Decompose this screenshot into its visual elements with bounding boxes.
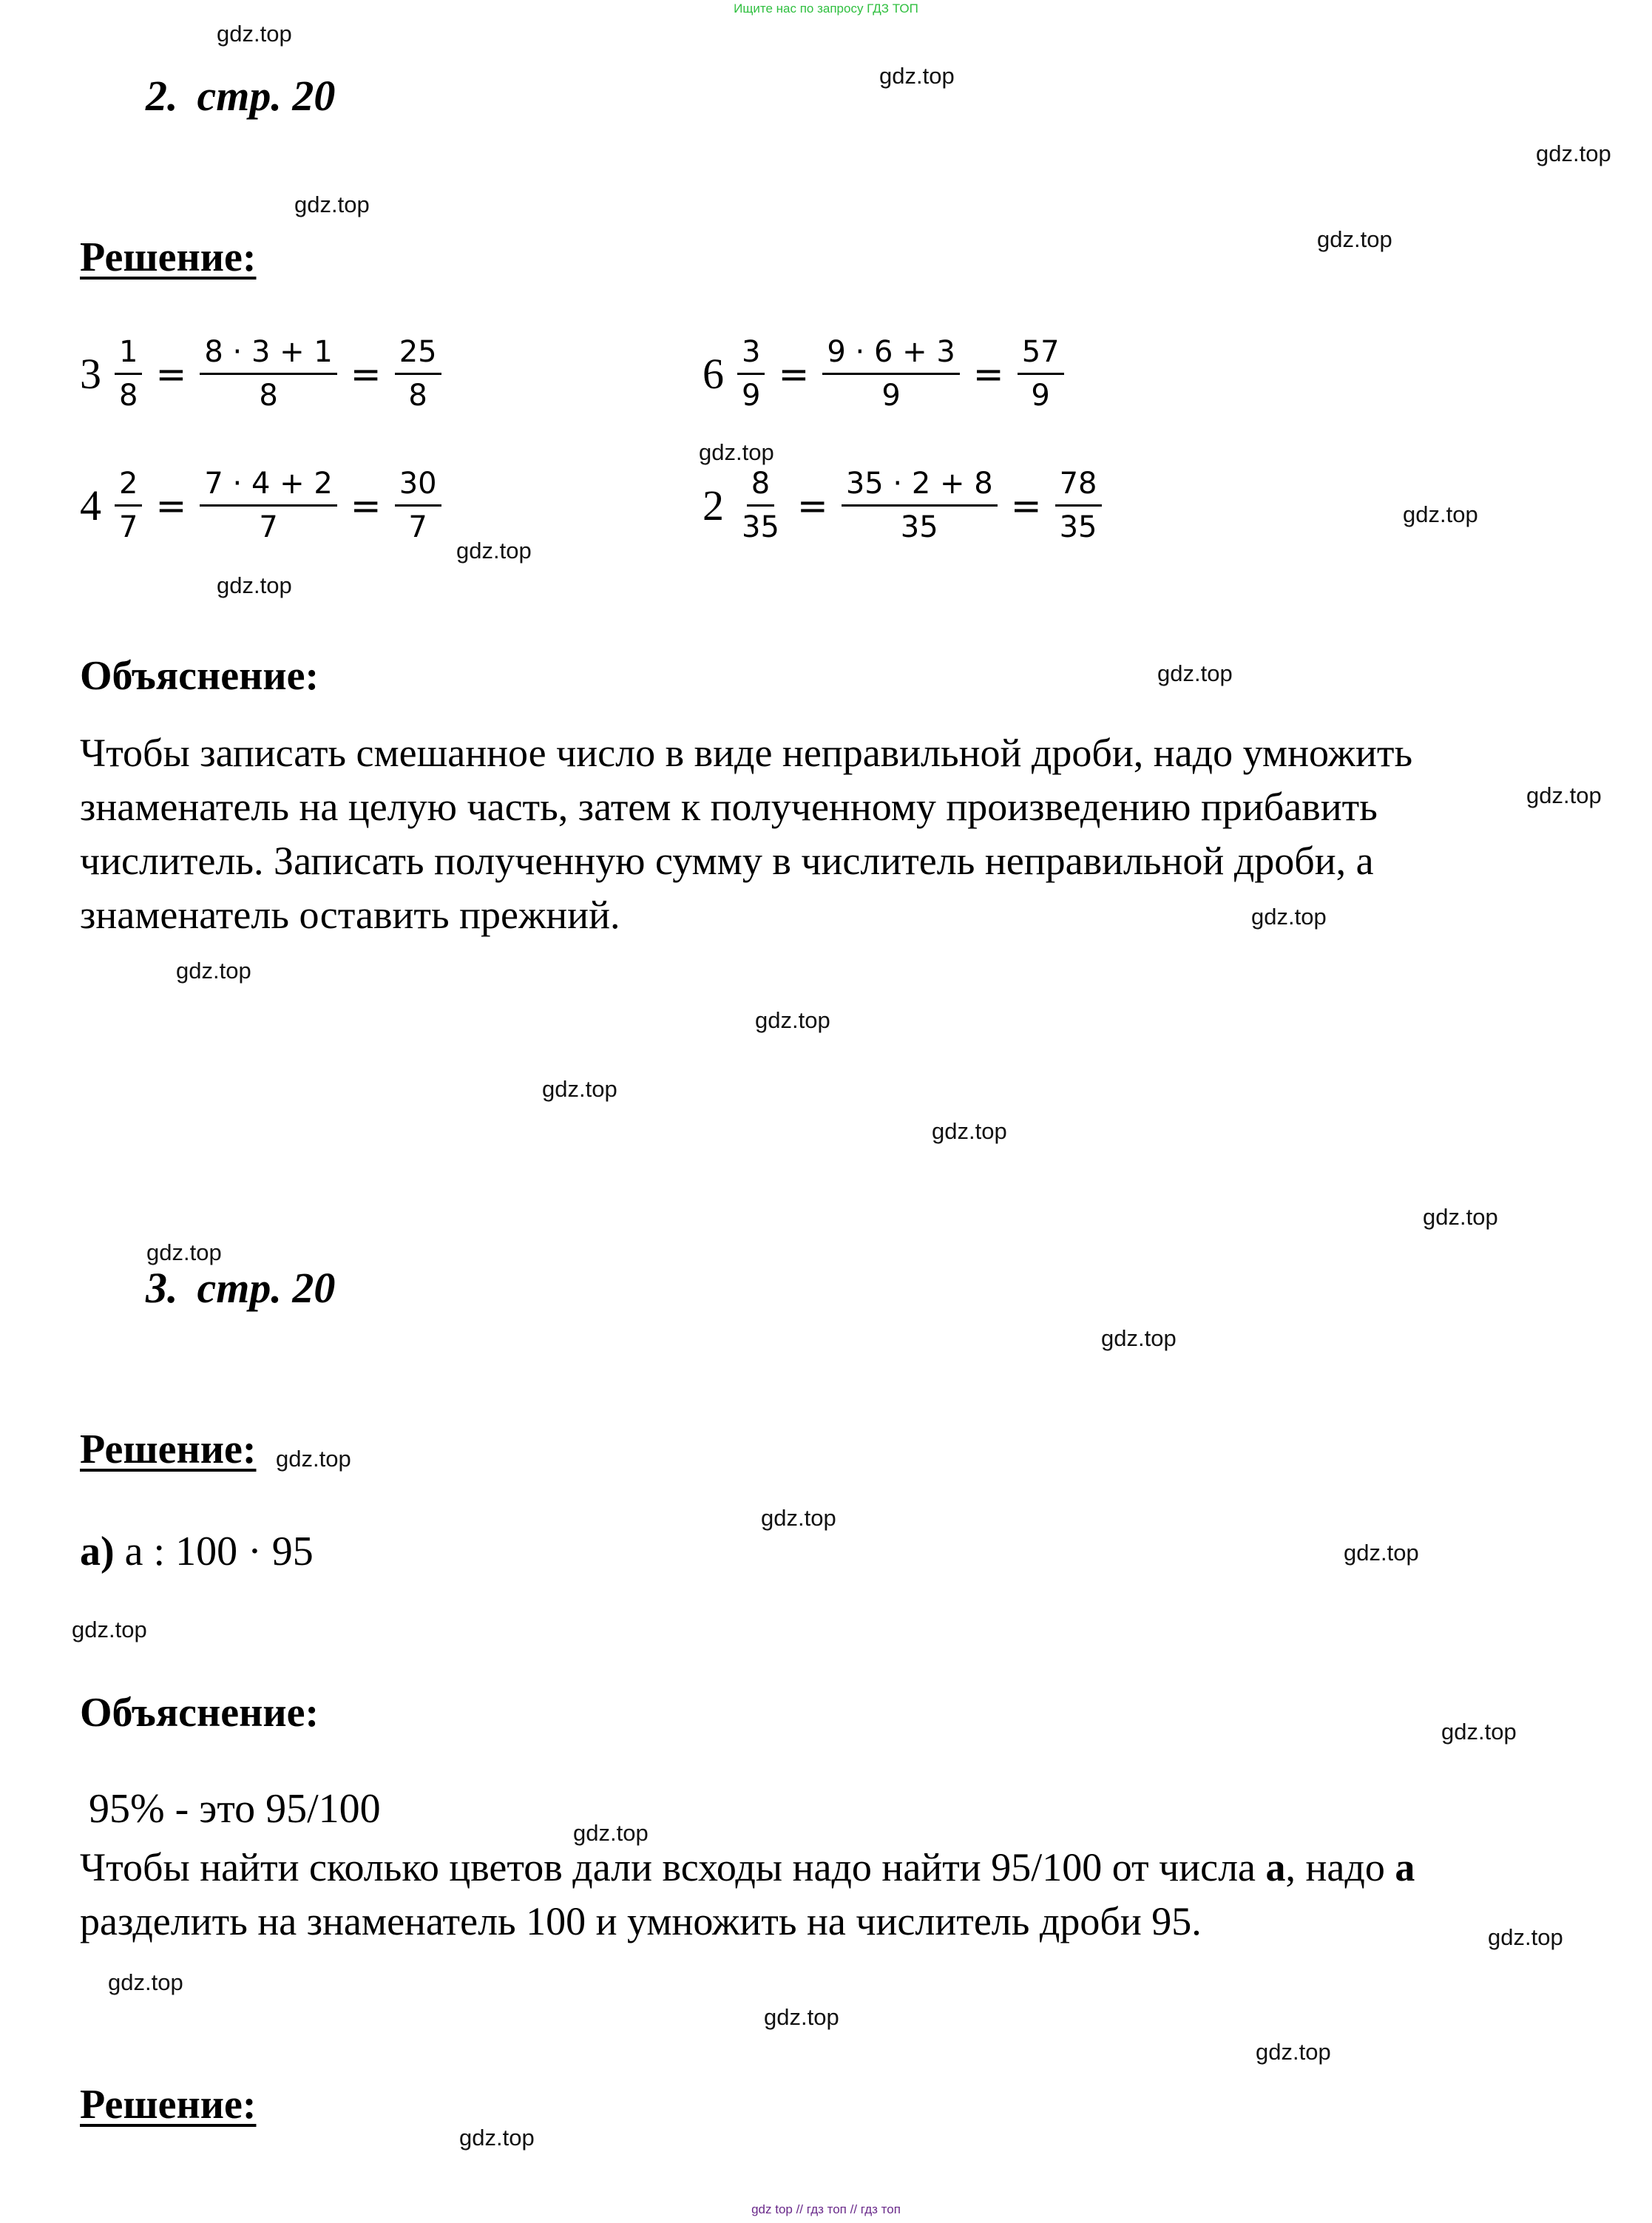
watermark: gdz.top (217, 21, 292, 47)
equals-sign: = (155, 484, 187, 527)
numerator: 8 · 3 + 1 (200, 331, 336, 375)
fraction (819, 331, 962, 416)
numerator: 35 · 2 + 8 (842, 463, 998, 507)
watermark: gdz.top (176, 958, 251, 984)
watermark: gdz.top (456, 538, 532, 564)
fraction (1015, 331, 1067, 416)
watermark: gdz.top (761, 1505, 836, 1531)
solution-heading: Решение: (80, 1427, 257, 1472)
equation-2 (703, 331, 1067, 416)
page-reference: стр. 20 (197, 1264, 336, 1312)
numerator: 78 (1055, 463, 1102, 507)
denominator: 35 (900, 510, 938, 544)
denominator: 9 (881, 379, 901, 413)
watermark: gdz.top (146, 1239, 222, 1265)
fraction (197, 331, 339, 416)
fraction (112, 463, 145, 548)
watermark: gdz.top (1317, 226, 1392, 252)
equation-1 (80, 331, 444, 416)
watermark: gdz.top (699, 439, 774, 465)
fraction (1052, 463, 1105, 548)
watermark: gdz.top (1101, 1325, 1177, 1351)
numerator: 30 (395, 463, 441, 507)
equals-sign: = (796, 484, 828, 527)
equation-3 (80, 463, 444, 548)
top-banner[interactable]: Ищите нас по запросу ГДЗ ТОП (734, 1, 918, 16)
denominator: 35 (1059, 510, 1097, 544)
text-span: Чтобы найти сколько цветов дали всходы надо найти 95/100 от числа (80, 1845, 1266, 1889)
watermark: gdz.top (1441, 1719, 1517, 1745)
denominator: 9 (1031, 379, 1050, 413)
explanation-line: знаменатель на целую часть, затем к полученному произведению прибавить (80, 785, 1378, 829)
bottom-banner[interactable]: gdz top // гдз топ // гдз топ (751, 2202, 901, 2216)
numerator: 9 · 6 + 3 (822, 331, 959, 375)
task-number: 2. (146, 72, 178, 120)
answer-a (80, 1528, 314, 1575)
numerator: 1 (115, 331, 142, 375)
watermark: gdz.top (276, 1446, 351, 1472)
numerator: 57 (1018, 331, 1064, 375)
whole-part: 2 (703, 481, 724, 529)
denominator: 7 (119, 510, 138, 544)
text-span: , надо (1285, 1845, 1395, 1889)
whole-part: 3 (80, 350, 101, 398)
percent-line: 95% - это 95/100 (89, 1786, 381, 1832)
variable-a: а (1265, 1845, 1286, 1889)
explanation-line: числитель. Записать полученную сумму в числитель неправильной дроби, а (80, 839, 1374, 883)
watermark: gdz.top (217, 572, 292, 598)
watermark: gdz.top (294, 192, 370, 217)
fraction (197, 463, 339, 548)
denominator: 35 (742, 510, 779, 544)
page-reference: стр. 20 (197, 72, 336, 120)
fraction (734, 463, 787, 548)
answer-label: а) (80, 1529, 115, 1574)
equals-sign: = (972, 352, 1004, 396)
watermark: gdz.top (459, 2125, 535, 2151)
numerator: 7 · 4 + 2 (200, 463, 336, 507)
watermark: gdz.top (1344, 1540, 1419, 1566)
solution-heading: Решение: (80, 234, 257, 280)
numerator: 2 (115, 463, 142, 507)
watermark: gdz.top (932, 1118, 1007, 1144)
variable-a: а (1395, 1845, 1415, 1889)
whole-part: 6 (703, 350, 724, 398)
fraction (734, 331, 768, 416)
equals-sign: = (155, 352, 187, 396)
equals-sign: = (778, 352, 810, 396)
watermark: gdz.top (1403, 501, 1478, 527)
explanation-line (80, 1841, 1588, 1895)
denominator: 7 (408, 510, 427, 544)
denominator: 7 (259, 510, 278, 544)
explanation-line: разделить на знаменатель 100 и умножить на числитель дроби 95. (80, 1899, 1202, 1943)
equation-4 (703, 463, 1105, 548)
watermark: gdz.top (1423, 1204, 1498, 1230)
task-number: 3. (146, 1264, 178, 1312)
fraction (392, 331, 444, 416)
denominator: 8 (408, 379, 427, 413)
watermark: gdz.top (1488, 1924, 1563, 1950)
watermark: gdz.top (542, 1076, 617, 1102)
numerator: 8 (747, 463, 774, 507)
watermark: gdz.top (72, 1617, 147, 1642)
task-2-title (146, 71, 335, 121)
equals-sign: = (1010, 484, 1042, 527)
equals-sign: = (350, 352, 382, 396)
watermark: gdz.top (1157, 660, 1233, 686)
watermark: gdz.top (879, 63, 955, 89)
watermark: gdz.top (1526, 782, 1602, 808)
denominator: 8 (119, 379, 138, 413)
fraction (392, 463, 444, 548)
explanation-line: знаменатель оставить прежний. (80, 893, 620, 937)
task-3-title (146, 1263, 335, 1313)
fraction (112, 331, 145, 416)
watermark: gdz.top (1256, 2039, 1331, 2065)
numerator: 25 (395, 331, 441, 375)
explanation-text (80, 726, 1588, 942)
explanation-heading: Объяснение: (80, 1690, 319, 1736)
watermark: gdz.top (108, 1969, 183, 1995)
watermark: gdz.top (764, 2004, 839, 2030)
explanation-text (80, 1841, 1588, 1949)
watermark: gdz.top (573, 1820, 649, 1846)
explanation-heading: Объяснение: (80, 653, 319, 699)
denominator: 8 (259, 379, 278, 413)
numerator: 3 (737, 331, 765, 375)
whole-part: 4 (80, 481, 101, 529)
solution-heading: Решение: (80, 2082, 257, 2128)
denominator: 9 (742, 379, 761, 413)
answer-expression: а : 100 · 95 (114, 1529, 314, 1574)
watermark: gdz.top (755, 1007, 830, 1033)
fraction (839, 463, 1001, 548)
watermark: gdz.top (1536, 141, 1611, 166)
watermark: gdz.top (1251, 904, 1327, 930)
equals-sign: = (350, 484, 382, 527)
explanation-line: Чтобы записать смешанное число в виде неправильной дроби, надо умножить (80, 731, 1413, 775)
